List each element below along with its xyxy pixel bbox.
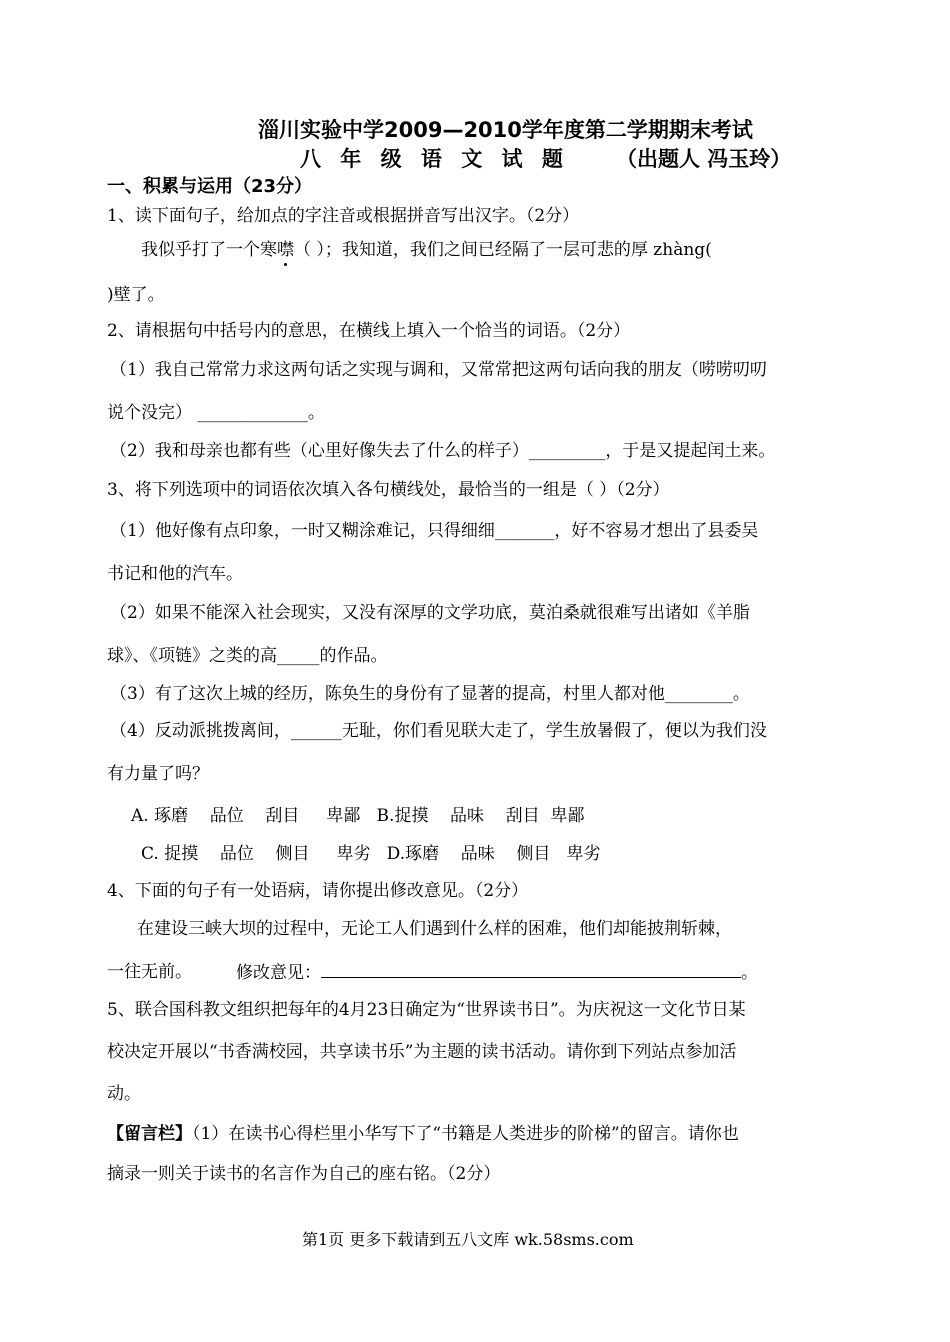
q3-stem: 3、将下列选项中的词语依次填入各句横线处，最恰当的一组是（ ）（2分） — [107, 480, 670, 500]
q5-board-label: 【留言栏】 — [107, 1124, 192, 1144]
q3-item1-line1: （1）他好像有点印象，一时又糊涂难记，只得细细_______，好不容易才想出了县委吴 — [110, 521, 759, 541]
q4-revise-label: 修改意见： — [236, 963, 321, 983]
exam-title: 淄川实验中学2009—2010学年度第二学期期末考试 — [258, 118, 753, 142]
q4-sentence-line1: 在建设三峡大坝的过程中，无论工人们遇到什么样的困难，他们却能披荆斩棘， — [137, 919, 732, 939]
q5-stem-line3: 动。 — [107, 1084, 141, 1104]
q3-item2-line1: （2）如果不能深入社会现实，又没有深厚的文学功底，莫泊桑就很难写出诸如《羊脂 — [110, 603, 750, 623]
q3-item1-line2: 书记和他的汽车。 — [107, 564, 243, 584]
q1-dotted-char: 噤 — [277, 240, 294, 260]
q4-end-mark: 。 — [741, 963, 758, 983]
q4-sentence-line2: 一往无前。 — [107, 962, 192, 982]
q1-sentence-line2: )壁了。 — [107, 285, 165, 305]
page-footer: 第1页 更多下载请到五八文库 wk.58sms.com — [302, 1230, 634, 1249]
exam-subtitle: 八 年 级 语 文 试 题 — [300, 147, 569, 171]
q3-options-row2: C. 捉摸 品位 侧目 卑劣 D.琢磨 品味 侧目 卑劣 — [141, 844, 601, 864]
q5-stem-line1: 5、联合国科教文组织把每年的4月23日确定为“世界读书日”。为庆祝这一文化节日某 — [107, 1000, 746, 1020]
q4-answer-line[interactable] — [321, 961, 741, 978]
q3-item3: （3）有了这次上城的经历，陈奂生的身份有了显著的提高，村里人都对他________。 — [110, 684, 750, 704]
q4-revise-row — [236, 961, 758, 984]
q3-item4-line1: （4）反动派挑拨离间，______无耻，你们看见联大走了，学生放暑假了，便以为我们没 — [110, 721, 767, 741]
q1-sentence-line1 — [141, 239, 712, 261]
q1-sentence-post: （ ）；我知道，我们之间已经隔了一层可悲的厚 zhàng( — [294, 240, 712, 260]
q2-item2: （2）我和母亲也都有些（心里好像失去了什么的样子）_________，于是又提起闰土来。 — [110, 441, 776, 461]
q2-item1-line2: 说个没完） _____________。 — [107, 403, 325, 423]
q2-stem: 2、请根据句中括号内的意思，在横线上填入一个恰当的词语。（2分） — [107, 321, 631, 341]
q3-item4-line2: 有力量了吗？ — [107, 764, 209, 784]
q3-item2-line2: 球》、《项链》之类的高_____的作品。 — [107, 646, 388, 666]
q3-options-row1: A. 琢磨 品位 刮目 卑鄙 B.捉摸 品味 刮目 卑鄙 — [131, 806, 585, 826]
section-heading: 一、积累与运用（23分） — [107, 176, 313, 197]
q4-stem: 4、下面的句子有一处语病，请你提出修改意见。（2分） — [107, 881, 529, 901]
q1-sentence-pre: 我似乎打了一个寒 — [141, 240, 277, 260]
q5-stem-line2: 校决定开展以“书香满校园，共享读书乐”为主题的读书活动。请你到下列站点参加活 — [107, 1042, 737, 1062]
q5-board-text: （1）在读书心得栏里小华写下了“书籍是人类进步的阶梯”的留言。请你也 — [192, 1124, 739, 1144]
q1-stem: 1、读下面句子，给加点的字注音或根据拼音写出汉字。（2分） — [107, 206, 580, 226]
q5-board-line2: 摘录一则关于读书的名言作为自己的座右铭。（2分） — [107, 1164, 501, 1184]
q2-item1-line1: （1）我自己常常力求这两句话之实现与调和，又常常把这两句话向我的朋友（唠唠叨叨 — [110, 360, 767, 380]
exam-author: （出题人 冯玉玲） — [616, 147, 792, 171]
q5-board-line1 — [107, 1123, 739, 1145]
